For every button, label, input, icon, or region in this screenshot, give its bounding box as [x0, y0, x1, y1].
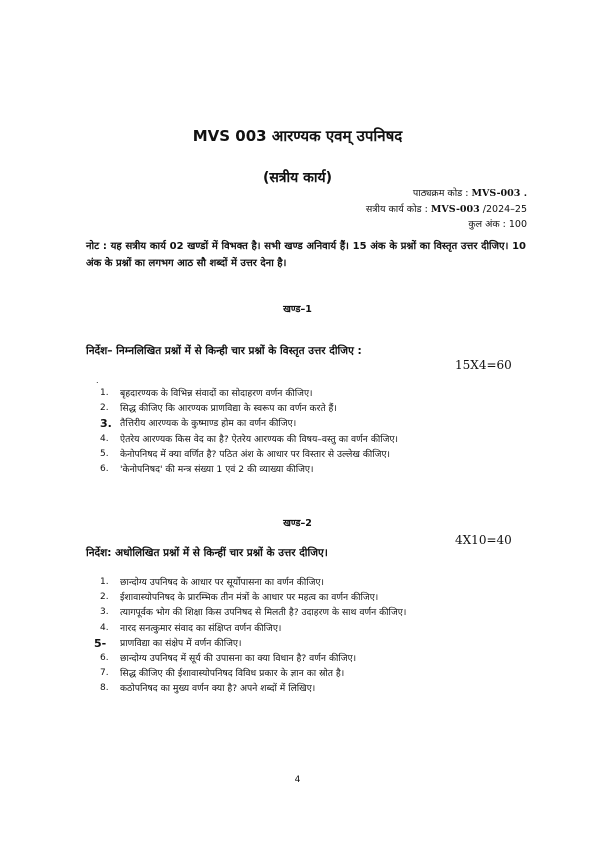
question-number: 6. — [100, 464, 109, 475]
section-2-question-list — [94, 575, 407, 697]
assignment-code-line — [366, 202, 527, 215]
question-number: 3. — [100, 607, 109, 618]
question-number: 2. — [100, 403, 109, 414]
section-2-instruction: निर्देश: अधोलिखित प्रश्नों में से किन्हीं चार प्रश्नों के उत्तर दीजिए। — [86, 547, 328, 559]
question-number: 4. — [100, 622, 109, 633]
question-text: छान्दोग्य उपनिषद के आधार पर सूर्योपासना का वर्णन कीजिए। — [120, 577, 325, 588]
course-code-label: पाठ्यक्रम कोड : — [412, 188, 469, 199]
question-number: 5. — [100, 448, 109, 459]
question-number: 8. — [100, 683, 109, 694]
question-text: केनोपनिषद में क्या वर्णित है? पठित अंश के आधार पर विस्तार से उल्लेख कीजिए। — [120, 448, 391, 460]
list-item — [94, 636, 406, 651]
course-code-value: MVS-003 . — [471, 188, 527, 199]
list-item — [100, 575, 406, 590]
question-text: नारद सनत्कुमार संवाद का संक्षिप्त वर्णन कीजिए। — [120, 622, 282, 634]
question-number: 5- — [94, 636, 107, 650]
section-1-question-list — [100, 386, 398, 477]
question-number: 3. — [100, 417, 112, 431]
list-item — [100, 666, 406, 681]
question-text: 'केनोपनिषद' की मन्त्र संख्या 1 एवं 2 की व्याख्या कीजिए। — [120, 464, 314, 476]
question-number: 1. — [100, 577, 109, 587]
document-subtitle: (सत्रीय कार्य) — [262, 170, 333, 186]
list-item — [100, 605, 406, 620]
question-number: 2. — [100, 592, 109, 603]
assignment-code-year: /2024–25 — [482, 204, 527, 215]
list-item — [100, 432, 398, 447]
question-number: 1. — [100, 388, 109, 398]
question-text: छान्दोग्य उपनिषद में सूर्य की उपासना का क्या विधान है? वर्णन कीजिए। — [120, 653, 357, 665]
assignment-code-value: MVS-003 — [430, 204, 480, 215]
list-item — [100, 621, 406, 636]
list-item — [100, 462, 398, 477]
assignment-note: नोट : यह सत्रीय कार्य 02 खण्डों में विभक्त है। सभी खण्ड अनिवार्य हैं। 15 अंक के प्रश्नों का विस्तृत उत्तर दीजिए। 10 अंक के प्रश्नों का लगभग आठ सौ शब्दों में उत्तर देना है। — [86, 241, 526, 269]
total-marks: कुल अंक : 100 — [468, 219, 527, 230]
question-text: बृहदारण्यक के विभिन्न संवादों का सोदाहरण वर्णन कीजिए। — [120, 388, 313, 399]
question-number: 4. — [100, 433, 109, 444]
course-code-line — [413, 186, 527, 199]
list-item — [100, 401, 398, 416]
section-1-heading: खण्ड–1 — [283, 304, 312, 315]
question-text: प्राणविद्या का संक्षेप में वर्णन कीजिए। — [120, 637, 242, 649]
list-item — [100, 681, 406, 696]
list-item — [100, 651, 406, 666]
section-1-instruction: निर्देश– निम्नलिखित प्रश्नों में से किन्ही चार प्रश्नों के विस्तृत उत्तर दीजिए : — [86, 345, 362, 357]
question-number: 7. — [100, 668, 109, 679]
list-item — [100, 590, 406, 605]
section-1-marks: 15X4=60 — [455, 358, 512, 372]
document-title: MVS 003 आरण्यक एवम् उपनिषद — [192, 127, 403, 145]
question-text: तैत्तिरीय आरण्यक के कुष्माण्ड होम का वर्णन कीजिए। — [120, 418, 297, 430]
question-text: ऐतरेय आरण्यक किस वेद का है? ऐतरेय आरण्यक की विषय–वस्तु का वर्णन कीजिए। — [120, 433, 399, 445]
question-text: कठोपनिषद का मुख्य वर्णन क्या है? अपने शब्दों में लिखिए। — [120, 683, 316, 695]
question-text: सिद्ध कीजिए की ईशावास्योपनिषद विविध प्रकार के ज्ञान का स्रोत है। — [120, 668, 345, 680]
section-2-heading: खण्ड–2 — [283, 518, 312, 529]
question-text: ईशावास्योपनिषद के प्रारम्भिक तीन मंत्रों के आधार पर महत्व का वर्णन कीजिए। — [120, 592, 379, 604]
assignment-code-label: सत्रीय कार्य कोड : — [365, 204, 428, 215]
list-item — [100, 416, 398, 431]
question-number: 6. — [100, 653, 109, 664]
list-item — [100, 447, 398, 462]
question-text: सिद्ध कीजिए कि आरण्यक प्राणविद्या के स्वरूप का वर्णन करते हैं। — [120, 403, 337, 415]
page-number: 4 — [294, 775, 301, 785]
question-text: त्यागपूर्वक भोग की शिक्षा किस उपनिषद से मिलती है? उदाहरण के साथ वर्णन कीजिए। — [120, 607, 407, 619]
list-item — [100, 386, 398, 401]
section-2-marks: 4X10=40 — [455, 533, 512, 547]
stray-dot: . — [96, 376, 99, 385]
